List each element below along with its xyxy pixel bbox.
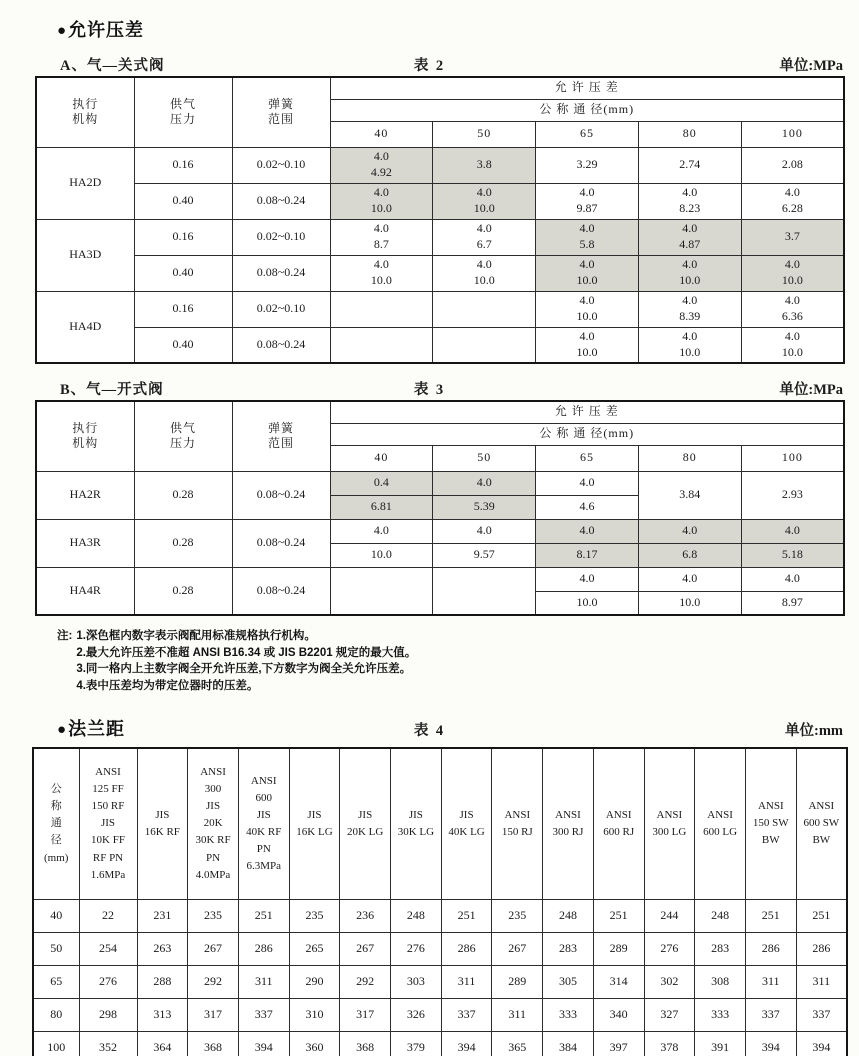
supply-header: 供气 压力 [134,401,232,471]
flange-distance-cell: 251 [238,900,289,933]
pressure-value-cell: 4.0 5.8 [536,219,639,255]
pressure-value-cell: 4.0 10.0 [433,183,536,219]
flange-distance-cell: 267 [340,933,391,966]
flange-standard-header: ANSI 300 RJ [543,748,594,900]
actuator-cell: HA4R [36,567,134,615]
flange-standard-header: JIS 40K LG [441,748,492,900]
spring-range-cell: 0.08~0.24 [232,183,330,219]
flange-distance-cell: 397 [593,1032,644,1056]
note-line: 1.深色框内数字表示阀配用标准规格执行机构。 [76,630,316,642]
supply-pressure-cell: 0.40 [134,327,232,363]
size-header: 100 [741,445,844,471]
flange-distance-cell: 288 [137,966,188,999]
flange-distance-cell: 379 [391,1032,442,1056]
supply-pressure-cell: 0.28 [134,471,232,519]
table-row [36,219,844,255]
pressure-value-cell: 4.0 8.7 [330,219,433,255]
spring-header: 弹簧 范围 [232,401,330,471]
flange-standard-header: ANSI 125 FF 150 RF JIS 10K FF RF PN 1.6MPa [79,748,137,900]
table3-label: 表 3 [413,382,446,398]
flange-distance-cell: 276 [79,966,137,999]
flange-distance-cell: 394 [238,1032,289,1056]
table3-caption: B、气—开式阀 [60,382,164,398]
pressure-value-cell: 2.08 [741,147,844,183]
pressure-value-cell: 6.81 [330,495,433,519]
supply-pressure-cell: 0.16 [134,219,232,255]
pressure-value-cell: 4.0 10.0 [330,183,433,219]
header-row [33,748,847,900]
flange-distance-cell: 326 [391,999,442,1032]
table-row [33,1032,847,1056]
table4-unit: 单位:mm [785,722,843,739]
pressure-value-cell: 10.0 [330,543,433,567]
flange-distance-cell: 317 [188,999,239,1032]
nominal-diameter-header: 公 称 通 径(mm) [330,423,844,445]
spring-range-cell: 0.08~0.24 [232,471,330,519]
pressure-value-cell: 4.0 10.0 [536,255,639,291]
flange-distance-cell: 235 [492,900,543,933]
flange-distance-cell: 337 [796,999,847,1032]
nominal-size-cell: 65 [33,966,79,999]
table-row [33,999,847,1032]
note-line: 3.同一格内上主数字阀全开允许压差,下方数字为阀全关允许压差。 [76,663,412,676]
table3-unit: 单位:MPa [779,382,843,398]
size-header: 80 [638,445,741,471]
flange-distance-cell: 248 [695,900,746,933]
flange-distance-cell: 360 [289,1032,340,1056]
size-header: 100 [741,121,844,147]
flange-standard-header: ANSI 600 SW BW [796,748,847,900]
flange-distance-cell: 248 [391,900,442,933]
flange-distance-cell: 308 [695,966,746,999]
flange-standard-header: JIS 16K LG [289,748,340,900]
pressure-value-cell: 10.0 [638,591,741,615]
flange-distance-cell: 267 [492,933,543,966]
flange-distance-cell: 303 [391,966,442,999]
flange-standard-header: 公 称 通 径 (mm) [33,748,79,900]
pressure-value-cell: 3.84 [638,471,741,519]
pressure-value-cell: 4.0 [433,519,536,543]
flange-distance-cell: 394 [745,1032,796,1056]
pressure-value-cell [433,567,536,615]
pressure-value-cell: 4.0 10.0 [433,255,536,291]
table4-label: 表 4 [413,722,446,739]
table2-label: 表 2 [413,58,446,74]
flange-distance-cell: 310 [289,999,340,1032]
pressure-value-cell: 5.18 [741,543,844,567]
pressure-value-cell: 4.0 4.87 [638,219,741,255]
pressure-value-cell: 4.0 10.0 [536,291,639,327]
pressure-value-cell: 4.0 10.0 [741,255,844,291]
spring-range-cell: 0.02~0.10 [232,147,330,183]
supply-pressure-cell: 0.16 [134,147,232,183]
table-row [36,147,844,183]
supply-pressure-cell: 0.28 [134,519,232,567]
flange-distance-cell: 340 [593,999,644,1032]
flange-distance-cell: 292 [188,966,239,999]
notes-prefix: 注: [57,630,73,642]
air-to-close-table [35,76,845,364]
pressure-value-cell: 4.0 [741,567,844,591]
table2-caption-row [0,52,859,76]
flange-distance-cell: 311 [238,966,289,999]
flange-distance-cell: 283 [543,933,594,966]
flange-distance-cell: 248 [543,900,594,933]
pressure-value-cell: 8.17 [536,543,639,567]
flange-distance-cell: 265 [289,933,340,966]
flange-distance-cell: 267 [188,933,239,966]
flange-distance-cell: 251 [796,900,847,933]
nominal-diameter-header: 公 称 通 径(mm) [330,99,844,121]
size-header: 40 [330,445,433,471]
flange-distance-cell: 22 [79,900,137,933]
pressure-value-cell: 4.0 4.92 [330,147,433,183]
flange-section-title-text: 法兰距 [68,718,126,739]
pressure-value-cell: 4.0 10.0 [638,327,741,363]
flange-distance-cell: 289 [492,966,543,999]
bullet-icon: ● [57,22,68,39]
flange-distance-cell: 311 [796,966,847,999]
flange-distance-cell: 333 [695,999,746,1032]
spring-range-cell: 0.02~0.10 [232,219,330,255]
pressure-value-cell [330,327,433,363]
flange-distance-cell: 283 [695,933,746,966]
pressure-value-cell: 2.74 [638,147,741,183]
actuator-cell: HA2R [36,471,134,519]
pressure-value-cell [330,567,433,615]
table-row [36,291,844,327]
pressure-value-cell: 4.0 [536,519,639,543]
pressure-value-cell: 8.97 [741,591,844,615]
spring-range-cell: 0.08~0.24 [232,255,330,291]
flange-distance-cell: 286 [441,933,492,966]
actuator-cell: HA4D [36,291,134,363]
pressure-value-cell: 4.0 [741,519,844,543]
spring-range-cell: 0.08~0.24 [232,567,330,615]
spring-range-cell: 0.02~0.10 [232,291,330,327]
flange-distance-cell: 244 [644,900,695,933]
flange-distance-cell: 276 [644,933,695,966]
spring-range-cell: 0.08~0.24 [232,327,330,363]
size-header: 65 [536,445,639,471]
pressure-value-cell [433,291,536,327]
table2-unit: 单位:MPa [779,58,843,74]
flange-standard-header: JIS 16K RF [137,748,188,900]
actuator-cell: HA2D [36,147,134,219]
pressure-value-cell: 4.0 [638,519,741,543]
pressure-value-cell: 3.7 [741,219,844,255]
pressure-value-cell: 4.0 [638,567,741,591]
flange-standard-header: ANSI 600 LG [695,748,746,900]
flange-distance-cell: 251 [593,900,644,933]
flange-distance-cell: 305 [543,966,594,999]
pressure-value-cell: 3.29 [536,147,639,183]
air-to-open-table [35,400,845,616]
nominal-size-cell: 100 [33,1032,79,1056]
flange-standard-header: ANSI 300 LG [644,748,695,900]
table-row [33,900,847,933]
flange-distance-cell: 286 [796,933,847,966]
flange-distance-cell: 333 [543,999,594,1032]
flange-distance-cell: 251 [441,900,492,933]
flange-distance-cell: 311 [441,966,492,999]
table-row [33,966,847,999]
flange-distance-cell: 378 [644,1032,695,1056]
allowable-pressure-header: 允 许 压 差 [330,77,844,99]
notes [57,628,859,695]
header-row [36,401,844,423]
flange-standard-header: ANSI 150 RJ [492,748,543,900]
flange-distance-cell: 394 [441,1032,492,1056]
spring-header: 弹簧 范围 [232,77,330,147]
pressure-value-cell: 4.0 9.87 [536,183,639,219]
nominal-size-cell: 40 [33,900,79,933]
header-row [36,77,844,99]
flange-distance-cell: 368 [188,1032,239,1056]
supply-pressure-cell: 0.16 [134,291,232,327]
flange-distance-cell: 313 [137,999,188,1032]
supply-pressure-cell: 0.28 [134,567,232,615]
flange-standard-header: JIS 20K LG [340,748,391,900]
actuator-cell: HA3R [36,519,134,567]
pressure-value-cell: 3.8 [433,147,536,183]
pressure-value-cell [433,327,536,363]
flange-distance-cell: 254 [79,933,137,966]
size-header: 50 [433,121,536,147]
flange-standard-header: ANSI 600 RJ [593,748,644,900]
pressure-value-cell: 6.8 [638,543,741,567]
flange-distance-cell: 286 [238,933,289,966]
supply-header: 供气 压力 [134,77,232,147]
flange-standard-header: ANSI 300 JIS 20K 30K RF PN 4.0MPa [188,748,239,900]
flange-standard-header: ANSI 600 JIS 40K RF PN 6.3MPa [238,748,289,900]
table3-caption-row [0,376,859,400]
flange-distance-cell: 231 [137,900,188,933]
actuator-header: 执行 机构 [36,77,134,147]
actuator-header: 执行 机构 [36,401,134,471]
flange-distance-table [32,747,848,1056]
pressure-value-cell: 4.0 10.0 [330,255,433,291]
flange-distance-cell: 317 [340,999,391,1032]
pressure-value-cell: 4.0 [536,567,639,591]
actuator-cell: HA3D [36,219,134,291]
pressure-value-cell: 9.57 [433,543,536,567]
flange-standard-header: ANSI 150 SW BW [745,748,796,900]
pressure-value-cell: 4.0 8.23 [638,183,741,219]
flange-distance-cell: 327 [644,999,695,1032]
note-line: 2.最大允许压差不准超 ANSI B16.34 或 JIS B2201 规定的最大值。 [76,646,417,659]
flange-distance-cell: 302 [644,966,695,999]
table-row [33,933,847,966]
size-header: 80 [638,121,741,147]
pressure-value-cell: 5.39 [433,495,536,519]
flange-distance-cell: 286 [745,933,796,966]
flange-distance-cell: 236 [340,900,391,933]
flange-distance-cell: 311 [745,966,796,999]
flange-distance-cell: 311 [492,999,543,1032]
pressure-value-cell: 4.0 10.0 [741,327,844,363]
flange-distance-cell: 337 [745,999,796,1032]
pressure-value-cell: 4.0 [433,471,536,495]
size-header: 50 [433,445,536,471]
pressure-value-cell: 4.0 6.36 [741,291,844,327]
note-line: 4.表中压差均为带定位器时的压差。 [76,680,259,693]
pressure-value-cell: 4.0 [536,471,639,495]
flange-distance-cell: 365 [492,1032,543,1056]
flange-distance-cell: 394 [796,1032,847,1056]
flange-distance-cell: 251 [745,900,796,933]
flange-distance-cell: 337 [441,999,492,1032]
supply-pressure-cell: 0.40 [134,183,232,219]
flange-distance-cell: 263 [137,933,188,966]
flange-distance-cell: 235 [289,900,340,933]
flange-distance-cell: 337 [238,999,289,1032]
notes-list [76,628,416,695]
flange-distance-cell: 276 [391,933,442,966]
table-row [36,255,844,291]
flange-standard-header: JIS 30K LG [391,748,442,900]
table-row [36,471,844,495]
flange-distance-cell: 289 [593,933,644,966]
table2-caption: A、气—关式阀 [60,58,165,74]
pressure-value-cell [330,291,433,327]
pressure-value-cell: 4.0 10.0 [638,255,741,291]
pressure-value-cell: 2.93 [741,471,844,519]
flange-distance-cell: 391 [695,1032,746,1056]
pressure-value-cell: 10.0 [536,591,639,615]
pressure-value-cell: 4.0 8.39 [638,291,741,327]
nominal-size-cell: 80 [33,999,79,1032]
flange-distance-cell: 290 [289,966,340,999]
table-row [36,567,844,591]
pressure-value-cell: 4.6 [536,495,639,519]
pressure-value-cell: 0.4 [330,471,433,495]
flange-distance-cell: 384 [543,1032,594,1056]
pressure-value-cell: 4.0 6.7 [433,219,536,255]
table-row [36,519,844,543]
flange-section-header [0,715,859,741]
bullet-icon: ● [57,720,68,738]
pressure-value-cell: 4.0 10.0 [536,327,639,363]
size-header: 40 [330,121,433,147]
pressure-value-cell: 4.0 [330,519,433,543]
table-row [36,327,844,363]
flange-distance-cell: 368 [340,1032,391,1056]
supply-pressure-cell: 0.40 [134,255,232,291]
flange-distance-cell: 314 [593,966,644,999]
allowable-pressure-header: 允 许 压 差 [330,401,844,423]
flange-distance-cell: 235 [188,900,239,933]
flange-distance-cell: 298 [79,999,137,1032]
flange-distance-cell: 352 [79,1032,137,1056]
nominal-size-cell: 50 [33,933,79,966]
size-header: 65 [536,121,639,147]
pressure-section-title-text: 允许压差 [68,20,145,40]
pressure-section-title [57,20,144,40]
spring-range-cell: 0.08~0.24 [232,519,330,567]
flange-distance-cell: 292 [340,966,391,999]
flange-distance-cell: 364 [137,1032,188,1056]
pressure-value-cell: 4.0 6.28 [741,183,844,219]
table-row [36,183,844,219]
pressure-section-header [57,16,859,40]
